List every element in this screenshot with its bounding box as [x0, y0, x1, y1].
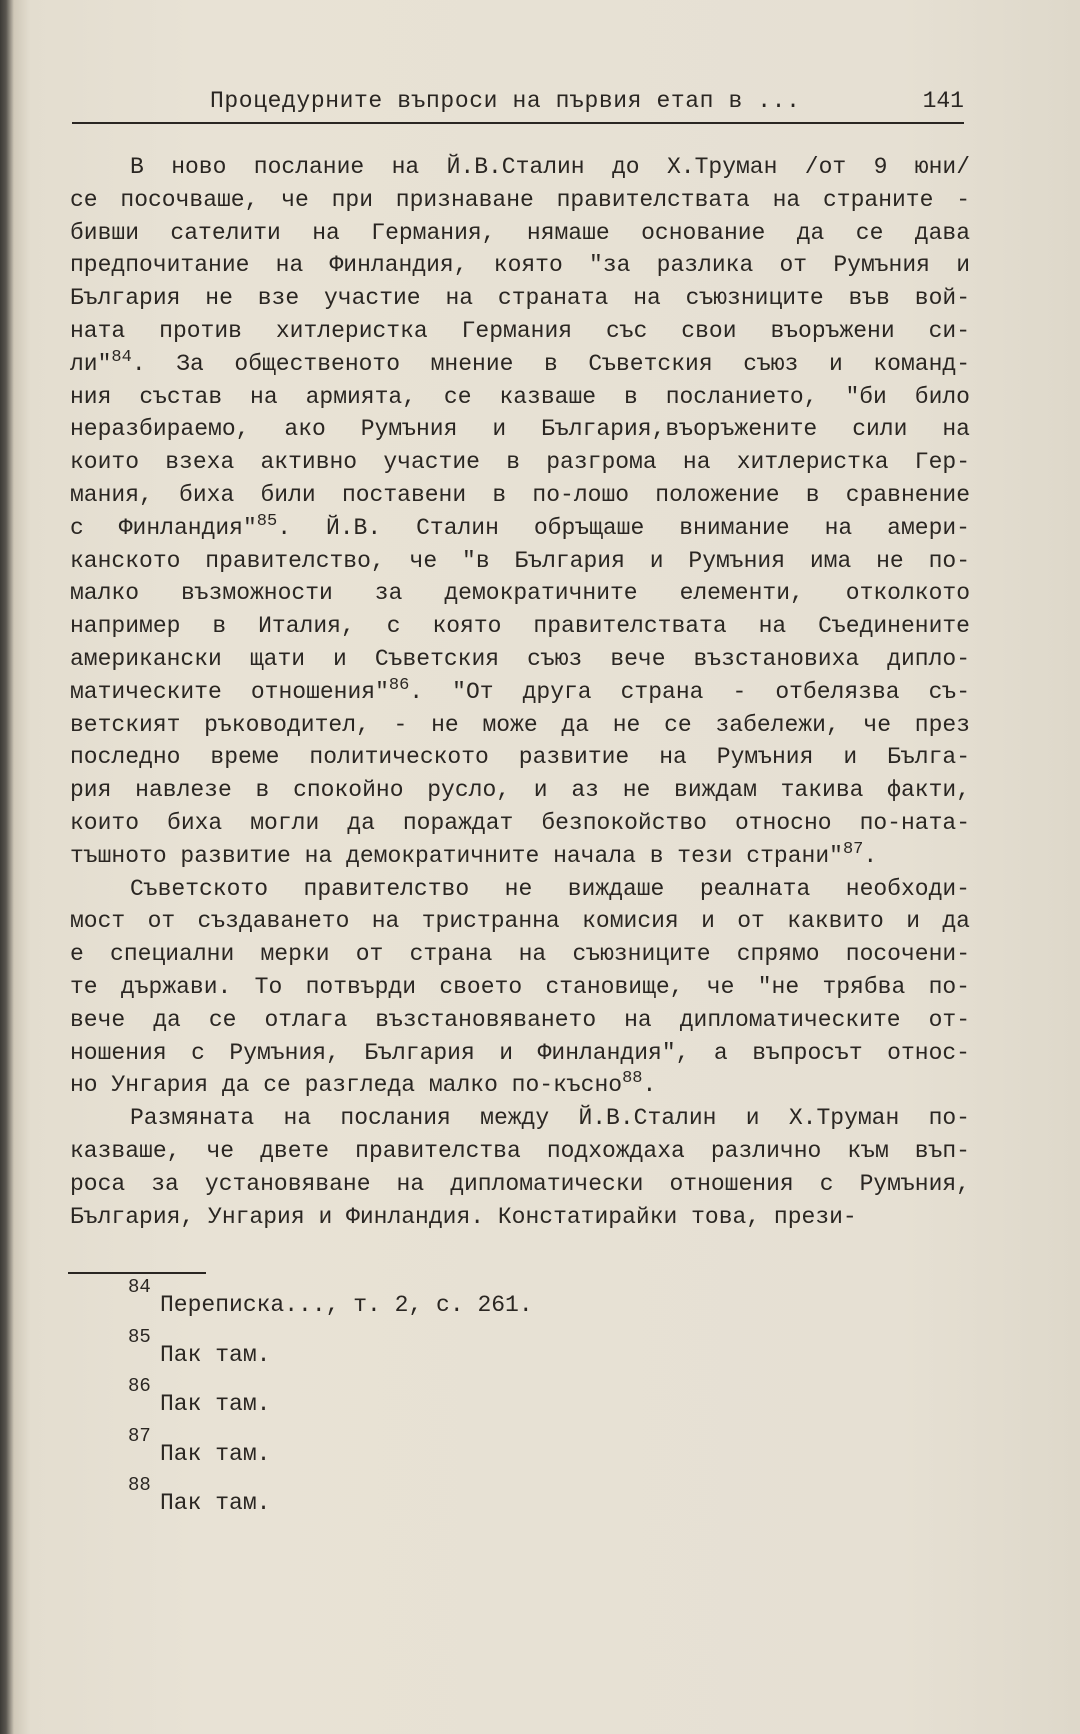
- body-line: [70, 413, 970, 446]
- body-line-text: България не взе участие на страната на съюзниците във вой-: [70, 285, 970, 312]
- body-line: [70, 1201, 970, 1234]
- body-line-text: ния състав на армията, се казваше в посланието, "би било: [70, 383, 970, 410]
- body-line-text: ношения с Румъния, България и Финландия", а въпросът относ-: [70, 1039, 970, 1066]
- body-line: [70, 643, 970, 676]
- body-line: [70, 741, 970, 774]
- body-line-text: рия навлезе в спокойно русло, и аз не виждам такива факти,: [70, 777, 970, 804]
- body-line-text: матическите отношения": [70, 678, 389, 705]
- running-header: [72, 88, 964, 124]
- body-line-text: .: [863, 842, 878, 869]
- body-line-text: например в Италия, с която правителствата на Съединените: [70, 613, 970, 640]
- footnote-number: 84: [128, 1276, 151, 1298]
- body-line: [70, 1069, 970, 1102]
- body-line-text: . За общественото мнение в Съветския съюз и команд-: [131, 350, 970, 377]
- footnote-reference: 87: [842, 839, 864, 859]
- body-line-text: В ново послание на Й.В.Сталин до Х.Труман /от 9 юни/: [130, 154, 970, 180]
- footnote-text: Переписка..., т. 2, с. 261.: [160, 1292, 533, 1318]
- body-line: [70, 840, 970, 873]
- body-line-text: Размяната на послания между Й.В.Сталин и Х.Труман по-: [130, 1105, 970, 1132]
- body-line-text: които взеха активно участие в разгрома на хитлеристка Гер-: [70, 449, 970, 476]
- body-line: [70, 446, 970, 479]
- body-line: [70, 905, 970, 938]
- body-line-text: роса за установяване на дипломатически отношения с Румъния,: [70, 1170, 970, 1197]
- body-line: [70, 315, 970, 348]
- body-line-text: България, Унгария и Финландия. Констатирайки това, прези-: [70, 1203, 857, 1230]
- body-line-text: но Унгария да се разгледа малко по-късно: [70, 1072, 623, 1099]
- body-line: [70, 249, 970, 282]
- body-line: [70, 381, 970, 414]
- footnote-text: Пак там.: [160, 1341, 271, 1368]
- body-line-text: казваше, че двете правителства подхождаха различно към въп-: [70, 1137, 970, 1164]
- body-line-text: мост от създаването на тристранна комисия и от каквито и да: [70, 908, 970, 935]
- body-line-text: . Й.В. Сталин обръщаше внимание на амери-: [277, 514, 970, 541]
- body-line: [70, 151, 970, 184]
- body-line-text: предпочитание на Финландия, която "за разлика от Румъния и: [70, 252, 970, 279]
- body-line: [70, 217, 970, 250]
- body-line-text: ната против хитлеристка Германия със свои въоръжени си-: [70, 317, 970, 344]
- body-line-text: бивши сателити на Германия, нямаше основание да се дава: [70, 219, 970, 246]
- body-line-text: канското правителство, че "в България и Румъния има не по-: [70, 547, 970, 574]
- body-line-text: . "От друга страна - отбелязва съ-: [409, 678, 970, 705]
- body-line-text: те държави. То потвърди своето становище, че "не трябва по-: [70, 973, 970, 1000]
- body-line: [70, 1135, 970, 1168]
- body-line: [70, 971, 970, 1004]
- body-line: [70, 873, 970, 906]
- body-line: [70, 1037, 970, 1070]
- body-line: [70, 1004, 970, 1037]
- body-line: [70, 1168, 970, 1201]
- footnote-reference: 84: [111, 347, 132, 367]
- body-line-text: вече да се отлага възстановяването на дипломатическите от-: [70, 1006, 970, 1033]
- body-line: [70, 774, 970, 807]
- footnote-reference: 86: [388, 675, 410, 695]
- body-line: [70, 282, 970, 315]
- footnote-reference: 88: [622, 1069, 643, 1089]
- body-line: [70, 709, 970, 742]
- body-line: [70, 938, 970, 971]
- body-line-text: .: [642, 1072, 657, 1099]
- body-line: [70, 676, 970, 709]
- body-line-text: малко възможности за демократичните елементи, отколкото: [70, 580, 970, 607]
- footnote-reference: 85: [256, 511, 278, 531]
- body-line: [70, 545, 970, 578]
- footnote-number: 88: [128, 1474, 151, 1496]
- body-line-text: с Финландия": [70, 514, 257, 541]
- footnote-text: Пак там.: [160, 1440, 271, 1467]
- body-line-text: които биха могли да пораждат безпокойство относно по-ната-: [70, 809, 970, 836]
- page-number: 141: [922, 88, 964, 114]
- body-line: [70, 807, 970, 840]
- footnote-text: Пак там.: [160, 1490, 271, 1516]
- body-line: [70, 512, 970, 545]
- body-line-text: мания, биха били поставени в по-лошо положение в сравнение: [70, 481, 970, 508]
- body-line: [70, 479, 970, 512]
- body-line: [70, 184, 970, 217]
- body-line-text: се посочваше, че при признаване правителствата на страните -: [70, 186, 970, 213]
- footnote-number: 85: [128, 1325, 151, 1348]
- body-line: [70, 577, 970, 610]
- body-line-text: е специални мерки от страна на съюзниците спрямо посочени-: [70, 941, 970, 968]
- footnote-text: Пак там.: [160, 1391, 271, 1417]
- body-line-text: последно време политическото развитие на Румъния и Бълга-: [70, 744, 970, 771]
- footnote-number: 87: [128, 1424, 151, 1447]
- body-line: [70, 1102, 970, 1135]
- footnote-number: 86: [128, 1375, 151, 1397]
- footnote-separator: [68, 1272, 206, 1274]
- header-title: Процедурните въпроси на първия етап в ...: [210, 88, 801, 114]
- body-line: [70, 348, 970, 381]
- body-line-text: американски щати и Съветския съюз вече възстановиха дипло-: [70, 645, 970, 672]
- body-line: [70, 610, 970, 643]
- body-line-text: тъшното развитие на демократичните начала в тези страни": [70, 842, 843, 869]
- body-text: [70, 151, 970, 1233]
- body-line-text: ли": [70, 350, 112, 377]
- body-line-text: Съветското правителство не виждаше реалната необходи-: [130, 875, 970, 902]
- body-line-text: ветският ръководител, - не може да не се забележи, че през: [70, 711, 970, 738]
- body-line-text: неразбираемо, ако Румъния и България,въоръжените сили на: [70, 416, 970, 443]
